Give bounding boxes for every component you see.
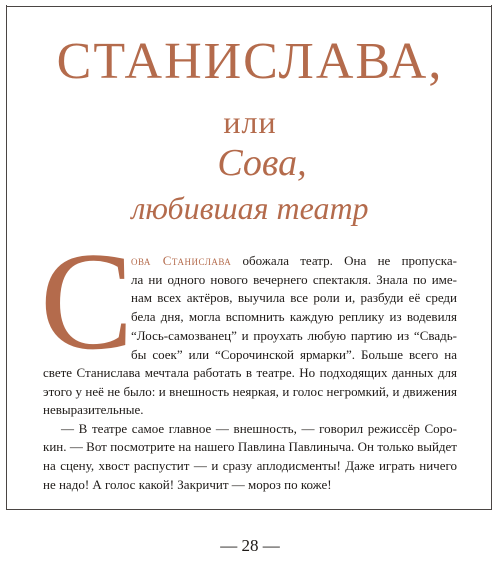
lead-in-small-caps: ова Станислава [131,253,232,268]
text-line: невыразительные. [43,402,144,418]
text-line [131,252,457,271]
paragraph-intro [131,252,457,364]
text-fragment: обожала театр. Она не пропуска- [231,253,457,268]
paragraph-body [43,364,457,494]
chapter-title-ili: или [223,104,277,140]
page-number: — 28 — [220,536,280,555]
text-line: не надо! А голос какой! Закричит — мороз по коже! [43,476,332,492]
text-line: ла ни одного нового вечернего спектакля. Знала по име- [131,271,457,287]
text-line: свете Станислава мечтала работать в театре. Но подходящих данных для [43,365,457,380]
text-line: на сцену, хвост распустит — и сразу аплодисменты! Даже играть ничего [43,457,457,473]
text-line: нам всех актёров, выучила все роли и, разбуди её среди [131,290,457,306]
chapter-title: СТАНИСЛАВА, [56,33,444,90]
text-line: “Лось-самозванец” и проухать любую партию из “Свадь- [131,327,457,343]
text-line: — В театре самое главное — внешность, — говорил режиссёр Сорo- [61,420,457,436]
chapter-subtitle: любившая театр [131,190,369,226]
text-line: этого у неё не было: и внешность неяркая, и голос негромкий, и движения [43,383,457,399]
text-line: бела дня, могла вспомнить каждую реплику из водевиля [131,309,457,325]
text-line: бы соек” или “Сорочинской ярмарки”. Больше всего на [131,346,457,362]
chapter-title-sova: Сова, [217,142,307,184]
drop-cap: С [40,224,134,379]
text-line: кин. — Вот посмотрите на нашего Павлина Павлиныча. Он только выйдет [43,439,457,455]
